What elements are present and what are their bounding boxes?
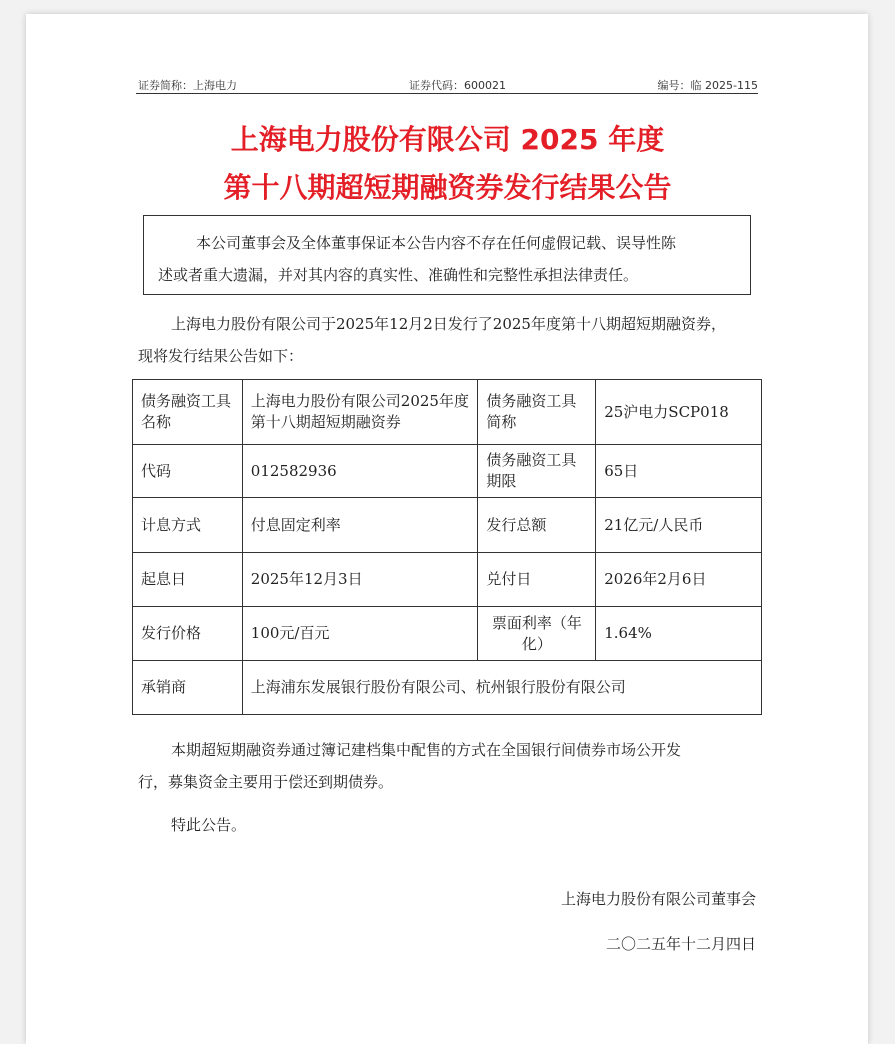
table-key: 发行价格	[133, 607, 243, 661]
board-disclaimer-box	[143, 215, 751, 295]
table-value: 付息固定利率	[242, 498, 478, 553]
body-line2: 行，募集资金主要用于偿还到期债券。	[138, 773, 394, 791]
table-value: 2025年12月3日	[242, 553, 478, 607]
table-key: 起息日	[133, 553, 243, 607]
table-key: 兑付日	[478, 553, 596, 607]
table-key: 代码	[133, 445, 243, 498]
security-short-name: 证券简称：上海电力	[138, 79, 237, 92]
table-value: 25沪电力SCP018	[596, 380, 762, 445]
table-value: 65日	[596, 445, 762, 498]
table-value: 21亿元/人民币	[596, 498, 762, 553]
intro-line2: 现将发行结果公告如下：	[138, 347, 304, 365]
page-title-line1: 上海电力股份有限公司 2025 年度	[230, 123, 665, 156]
table-row	[133, 445, 762, 498]
table-value: 上海浦东发展银行股份有限公司、杭州银行股份有限公司	[242, 661, 761, 715]
table-row	[133, 380, 762, 445]
table-key: 债务融资工具期限	[478, 445, 596, 498]
disclaimer-line1: 本公司董事会及全体董事保证本公告内容不存在任何虚假记载、误导性陈	[196, 234, 677, 252]
page-title-line2: 第十八期超短期融资券发行结果公告	[223, 171, 672, 204]
table-key: 发行总额	[478, 498, 596, 553]
signature-date: 二〇二五年十二月四日	[605, 935, 756, 953]
announcement-serial: 编号：临 2025-115	[657, 79, 758, 92]
table-key: 计息方式	[133, 498, 243, 553]
table-key: 票面利率（年化）	[478, 607, 596, 661]
table-value: 012582936	[242, 445, 478, 498]
table-row	[133, 661, 762, 715]
document-header	[136, 77, 758, 94]
signature-org: 上海电力股份有限公司董事会	[560, 890, 756, 908]
table-row	[133, 553, 762, 607]
table-value: 上海电力股份有限公司2025年度第十八期超短期融资券	[242, 380, 478, 445]
intro-line1: 上海电力股份有限公司于2025年12月2日发行了2025年度第十八期超短期融资券，	[171, 315, 726, 333]
security-code: 证券代码：600021	[409, 79, 506, 92]
disclaimer-line2: 述或者重大遗漏，并对其内容的真实性、准确性和完整性承担法律责任。	[158, 266, 639, 284]
table-key: 债务融资工具简称	[478, 380, 596, 445]
table-key: 承销商	[133, 661, 243, 715]
table-value: 2026年2月6日	[596, 553, 762, 607]
table-value: 1.64%	[596, 607, 762, 661]
table-value: 100元/百元	[242, 607, 478, 661]
closing-text: 特此公告。	[171, 816, 247, 834]
table-key: 债务融资工具名称	[133, 380, 243, 445]
body-line1: 本期超短期融资券通过簿记建档集中配售的方式在全国银行间债券市场公开发	[171, 741, 682, 759]
table-row	[133, 607, 762, 661]
issuance-info-table	[132, 379, 762, 715]
table-row	[133, 498, 762, 553]
